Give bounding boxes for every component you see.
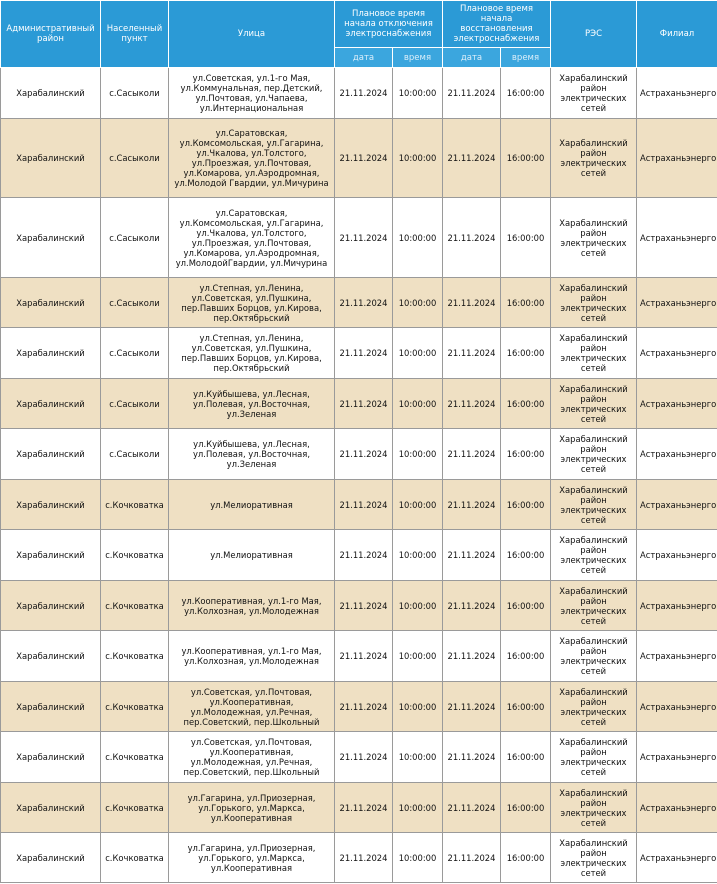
on-time-cell: 16:00:00 <box>501 581 551 631</box>
off-time-cell: 10:00:00 <box>393 682 443 732</box>
district-cell: Харабалинский <box>1 783 101 833</box>
on-date-cell: 21.11.2024 <box>443 480 501 530</box>
res-cell: Харабалинский район электрических сетей <box>551 581 637 631</box>
branch-cell: Астраханьэнерго <box>637 119 717 198</box>
locality-cell: с.Кочковатка <box>101 732 169 783</box>
off-date-cell: 21.11.2024 <box>335 198 393 278</box>
locality-cell: с.Сасыколи <box>101 68 169 119</box>
on-date-cell: 21.11.2024 <box>443 198 501 278</box>
street-cell: ул.Гагарина, ул.Приозерная, ул.Горького, ул.Маркса, ул.Кооперативная <box>169 783 335 833</box>
off-time-cell: 10:00:00 <box>393 198 443 278</box>
locality-cell: с.Сасыколи <box>101 198 169 278</box>
table-row <box>1 278 717 328</box>
street-cell: ул.Гагарина, ул.Приозерная, ул.Горького, ул.Маркса, ул.Кооперативная <box>169 833 335 883</box>
on-date-cell: 21.11.2024 <box>443 379 501 429</box>
off-date-cell: 21.11.2024 <box>335 328 393 379</box>
res-cell: Харабалинский район электрических сетей <box>551 833 637 883</box>
district-cell: Харабалинский <box>1 379 101 429</box>
branch-cell: Астраханьэнерго <box>637 581 717 631</box>
district-cell: Харабалинский <box>1 682 101 732</box>
on-time-cell: 16:00:00 <box>501 68 551 119</box>
header-on-date: дата <box>443 48 501 68</box>
street-cell: ул.Куйбышева, ул.Лесная, ул.Полевая, ул.Восточная, ул.Зеленая <box>169 379 335 429</box>
district-cell: Харабалинский <box>1 833 101 883</box>
street-cell: ул.Кооперативная, ул.1-го Мая, ул.Колхозная, ул.Молодежная <box>169 581 335 631</box>
locality-cell: с.Сасыколи <box>101 119 169 198</box>
off-date-cell: 21.11.2024 <box>335 68 393 119</box>
street-cell: ул.Саратовская, ул.Комсомольская, ул.Гагарина, ул.Чкалова, ул.Толстого, ул.Проезжая, ул.Почтовая, ул.Комарова, ул.Аэродромная, ул.МолодойГвардии, ул.Мичурина <box>169 198 335 278</box>
on-date-cell: 21.11.2024 <box>443 119 501 198</box>
branch-cell: Астраханьэнерго <box>637 429 717 480</box>
on-time-cell: 16:00:00 <box>501 833 551 883</box>
on-time-cell: 16:00:00 <box>501 783 551 833</box>
locality-cell: с.Сасыколи <box>101 429 169 480</box>
off-time-cell: 10:00:00 <box>393 119 443 198</box>
header-off-date: дата <box>335 48 393 68</box>
table-row <box>1 783 717 833</box>
off-time-cell: 10:00:00 <box>393 833 443 883</box>
street-cell: ул.Саратовская, ул.Комсомольская, ул.Гагарина, ул.Чкалова, ул.Толстого, ул.Проезжая, ул.Почтовая, ул.Комарова, ул.Аэродромная, ул.Молодой Гвардии, ул.Мичурина <box>169 119 335 198</box>
on-date-cell: 21.11.2024 <box>443 732 501 783</box>
branch-cell: Астраханьэнерго <box>637 480 717 530</box>
street-cell: ул.Куйбышева, ул.Лесная, ул.Полевая, ул.Восточная, ул.Зеленая <box>169 429 335 480</box>
res-cell: Харабалинский район электрических сетей <box>551 732 637 783</box>
table-row <box>1 530 717 581</box>
on-date-cell: 21.11.2024 <box>443 833 501 883</box>
table-row <box>1 68 717 119</box>
locality-cell: с.Кочковатка <box>101 833 169 883</box>
on-time-cell: 16:00:00 <box>501 480 551 530</box>
locality-cell: с.Сасыколи <box>101 278 169 328</box>
res-cell: Харабалинский район электрических сетей <box>551 631 637 682</box>
header-restore: Плановое время начала восстановления электроснабжения <box>443 1 551 48</box>
off-date-cell: 21.11.2024 <box>335 682 393 732</box>
off-time-cell: 10:00:00 <box>393 68 443 119</box>
on-date-cell: 21.11.2024 <box>443 328 501 379</box>
on-date-cell: 21.11.2024 <box>443 783 501 833</box>
street-cell: ул.Кооперативная, ул.1-го Мая, ул.Колхозная, ул.Молодежная <box>169 631 335 682</box>
res-cell: Харабалинский район электрических сетей <box>551 278 637 328</box>
locality-cell: с.Кочковатка <box>101 783 169 833</box>
header-district: Административный район <box>1 1 101 68</box>
branch-cell: Астраханьэнерго <box>637 379 717 429</box>
table-row <box>1 328 717 379</box>
locality-cell: с.Кочковатка <box>101 581 169 631</box>
off-date-cell: 21.11.2024 <box>335 429 393 480</box>
on-date-cell: 21.11.2024 <box>443 581 501 631</box>
res-cell: Харабалинский район электрических сетей <box>551 68 637 119</box>
locality-cell: с.Кочковатка <box>101 682 169 732</box>
off-time-cell: 10:00:00 <box>393 429 443 480</box>
off-date-cell: 21.11.2024 <box>335 379 393 429</box>
off-time-cell: 10:00:00 <box>393 379 443 429</box>
street-cell: ул.Советская, ул.Почтовая, ул.Кооперативная, ул.Молодежная, ул.Речная, пер.Советский, пер.Школьный <box>169 732 335 783</box>
res-cell: Харабалинский район электрических сетей <box>551 530 637 581</box>
table-row <box>1 682 717 732</box>
street-cell: ул.Советская, ул.Почтовая, ул.Кооперативная, ул.Молодежная, ул.Речная, пер.Советский, пер.Школьный <box>169 682 335 732</box>
table-row <box>1 480 717 530</box>
off-date-cell: 21.11.2024 <box>335 581 393 631</box>
res-cell: Харабалинский район электрических сетей <box>551 198 637 278</box>
on-time-cell: 16:00:00 <box>501 198 551 278</box>
off-date-cell: 21.11.2024 <box>335 783 393 833</box>
on-date-cell: 21.11.2024 <box>443 68 501 119</box>
res-cell: Харабалинский район электрических сетей <box>551 328 637 379</box>
locality-cell: с.Сасыколи <box>101 379 169 429</box>
on-time-cell: 16:00:00 <box>501 732 551 783</box>
street-cell: ул.Степная, ул.Ленина, ул.Советская, ул.Пушкина, пер.Павших Борцов, ул.Кирова, пер.Октябрьский <box>169 278 335 328</box>
header-locality: Населенный пункт <box>101 1 169 68</box>
district-cell: Харабалинский <box>1 278 101 328</box>
res-cell: Харабалинский район электрических сетей <box>551 480 637 530</box>
header-on-time: время <box>501 48 551 68</box>
header-street: Улица <box>169 1 335 68</box>
table-row <box>1 119 717 198</box>
locality-cell: с.Кочковатка <box>101 530 169 581</box>
table-row <box>1 732 717 783</box>
res-cell: Харабалинский район электрических сетей <box>551 682 637 732</box>
table-row <box>1 379 717 429</box>
street-cell: ул.Советская, ул.1-го Мая, ул.Коммунальная, пер.Детский, ул.Почтовая, ул.Чапаева, ул.Интернациональная <box>169 68 335 119</box>
on-date-cell: 21.11.2024 <box>443 631 501 682</box>
on-date-cell: 21.11.2024 <box>443 682 501 732</box>
district-cell: Харабалинский <box>1 480 101 530</box>
table-row <box>1 581 717 631</box>
on-time-cell: 16:00:00 <box>501 278 551 328</box>
on-time-cell: 16:00:00 <box>501 429 551 480</box>
on-time-cell: 16:00:00 <box>501 530 551 581</box>
table-row <box>1 429 717 480</box>
off-time-cell: 10:00:00 <box>393 530 443 581</box>
on-date-cell: 21.11.2024 <box>443 530 501 581</box>
district-cell: Харабалинский <box>1 328 101 379</box>
branch-cell: Астраханьэнерго <box>637 68 717 119</box>
district-cell: Харабалинский <box>1 429 101 480</box>
header-outage-start: Плановое время начала отключения электроснабжения <box>335 1 443 48</box>
branch-cell: Астраханьэнерго <box>637 198 717 278</box>
district-cell: Харабалинский <box>1 530 101 581</box>
table-row <box>1 631 717 682</box>
district-cell: Харабалинский <box>1 68 101 119</box>
district-cell: Харабалинский <box>1 732 101 783</box>
on-time-cell: 16:00:00 <box>501 119 551 198</box>
street-cell: ул.Мелиоративная <box>169 530 335 581</box>
off-date-cell: 21.11.2024 <box>335 833 393 883</box>
street-cell: ул.Мелиоративная <box>169 480 335 530</box>
header-branch: Филиал <box>637 1 717 68</box>
branch-cell: Астраханьэнерго <box>637 833 717 883</box>
branch-cell: Астраханьэнерго <box>637 682 717 732</box>
table-row <box>1 833 717 883</box>
locality-cell: с.Кочковатка <box>101 631 169 682</box>
street-cell: ул.Степная, ул.Ленина, ул.Советская, ул.Пушкина, пер.Павших Борцов, ул.Кирова, пер.Октябрьский <box>169 328 335 379</box>
locality-cell: с.Кочковатка <box>101 480 169 530</box>
off-date-cell: 21.11.2024 <box>335 278 393 328</box>
branch-cell: Астраханьэнерго <box>637 278 717 328</box>
on-time-cell: 16:00:00 <box>501 328 551 379</box>
header-res: РЭС <box>551 1 637 68</box>
res-cell: Харабалинский район электрических сетей <box>551 783 637 833</box>
locality-cell: с.Сасыколи <box>101 328 169 379</box>
on-date-cell: 21.11.2024 <box>443 429 501 480</box>
district-cell: Харабалинский <box>1 198 101 278</box>
header-off-time: время <box>393 48 443 68</box>
district-cell: Харабалинский <box>1 119 101 198</box>
branch-cell: Астраханьэнерго <box>637 783 717 833</box>
off-time-cell: 10:00:00 <box>393 783 443 833</box>
off-date-cell: 21.11.2024 <box>335 530 393 581</box>
res-cell: Харабалинский район электрических сетей <box>551 429 637 480</box>
branch-cell: Астраханьэнерго <box>637 732 717 783</box>
off-time-cell: 10:00:00 <box>393 631 443 682</box>
branch-cell: Астраханьэнерго <box>637 530 717 581</box>
res-cell: Харабалинский район электрических сетей <box>551 119 637 198</box>
district-cell: Харабалинский <box>1 631 101 682</box>
off-time-cell: 10:00:00 <box>393 328 443 379</box>
on-time-cell: 16:00:00 <box>501 379 551 429</box>
off-date-cell: 21.11.2024 <box>335 119 393 198</box>
on-date-cell: 21.11.2024 <box>443 278 501 328</box>
off-time-cell: 10:00:00 <box>393 480 443 530</box>
off-time-cell: 10:00:00 <box>393 278 443 328</box>
off-date-cell: 21.11.2024 <box>335 732 393 783</box>
off-date-cell: 21.11.2024 <box>335 480 393 530</box>
res-cell: Харабалинский район электрических сетей <box>551 379 637 429</box>
off-time-cell: 10:00:00 <box>393 732 443 783</box>
on-time-cell: 16:00:00 <box>501 682 551 732</box>
off-date-cell: 21.11.2024 <box>335 631 393 682</box>
branch-cell: Астраханьэнерго <box>637 328 717 379</box>
table-body <box>1 68 717 883</box>
off-time-cell: 10:00:00 <box>393 581 443 631</box>
district-cell: Харабалинский <box>1 581 101 631</box>
on-time-cell: 16:00:00 <box>501 631 551 682</box>
table-row <box>1 198 717 278</box>
branch-cell: Астраханьэнерго <box>637 631 717 682</box>
